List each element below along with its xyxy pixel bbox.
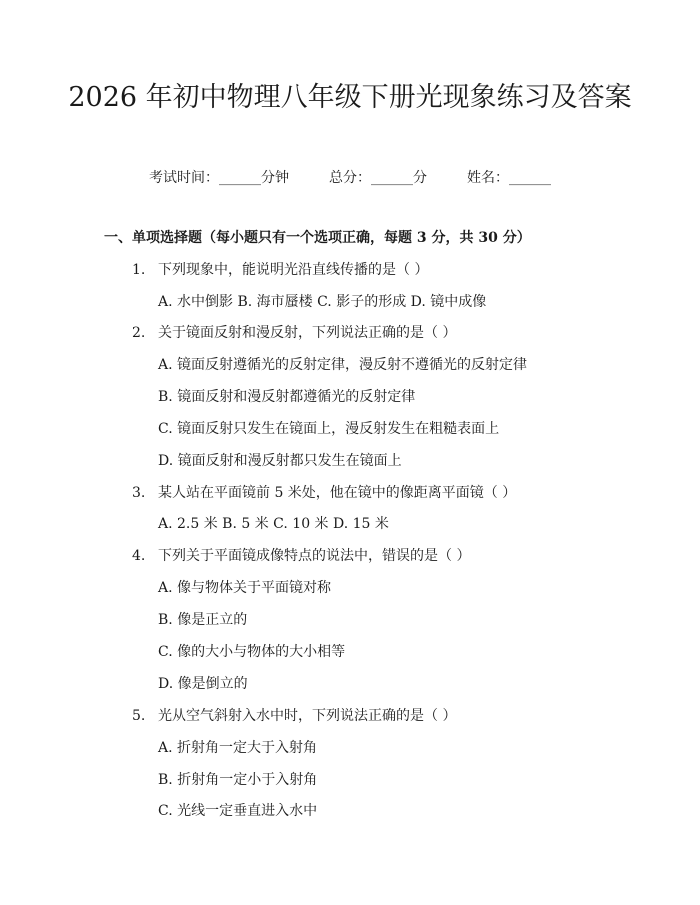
question-text: 关于镜面反射和漫反射，下列说法正确的是（ ） [158, 325, 457, 341]
question-text: 下列关于平面镜成像特点的说法中，错误的是（ ） [158, 548, 471, 564]
exam-time: 考试时间：______分钟 [149, 170, 289, 186]
question-number: 3. [132, 485, 146, 501]
question-option: A. 水中倒影 B. 海市蜃楼 C. 影子的形成 D. 镜中成像 [158, 294, 487, 310]
exam-info-line [0, 168, 700, 188]
question-option: C. 光线一定垂直进入水中 [158, 803, 318, 819]
question-number: 4. [132, 548, 146, 564]
question-number: 1. [132, 262, 146, 278]
student-name: 姓名：______ [467, 170, 551, 186]
question-option: A. 镜面反射遵循光的反射定律，漫反射不遵循光的反射定律 [158, 357, 528, 373]
question-text: 下列现象中，能说明光沿直线传播的是（ ） [158, 262, 429, 278]
question-option: C. 像的大小与物体的大小相等 [158, 644, 346, 660]
question-option: D. 镜面反射和漫反射都只发生在镜面上 [158, 453, 402, 469]
question-option: D. 像是倒立的 [158, 676, 248, 692]
section-heading: 一、单项选择题（每小题只有一个选项正确，每题 3 分，共 30 分） [104, 230, 531, 246]
question-number: 2. [132, 325, 146, 341]
question-text: 光从空气斜射入水中时，下列说法正确的是（ ） [158, 708, 457, 724]
question-option: B. 镜面反射和漫反射都遵循光的反射定律 [158, 389, 416, 405]
question-option: B. 折射角一定小于入射角 [158, 772, 318, 788]
page-title: 2026 年初中物理八年级下册光现象练习及答案 [68, 82, 632, 113]
question-option: A. 像与物体关于平面镜对称 [158, 580, 332, 596]
question-option: C. 镜面反射只发生在镜面上，漫反射发生在粗糙表面上 [158, 421, 500, 437]
question-option: B. 像是正立的 [158, 612, 248, 628]
question-number: 5. [132, 708, 146, 724]
question-option: A. 折射角一定大于入射角 [158, 740, 318, 756]
question-text: 某人站在平面镜前 5 米处，他在镜中的像距离平面镜（ ） [158, 485, 517, 501]
question-option: A. 2.5 米 B. 5 米 C. 10 米 D. 15 米 [158, 516, 389, 532]
total-score: 总分：______分 [329, 170, 427, 186]
